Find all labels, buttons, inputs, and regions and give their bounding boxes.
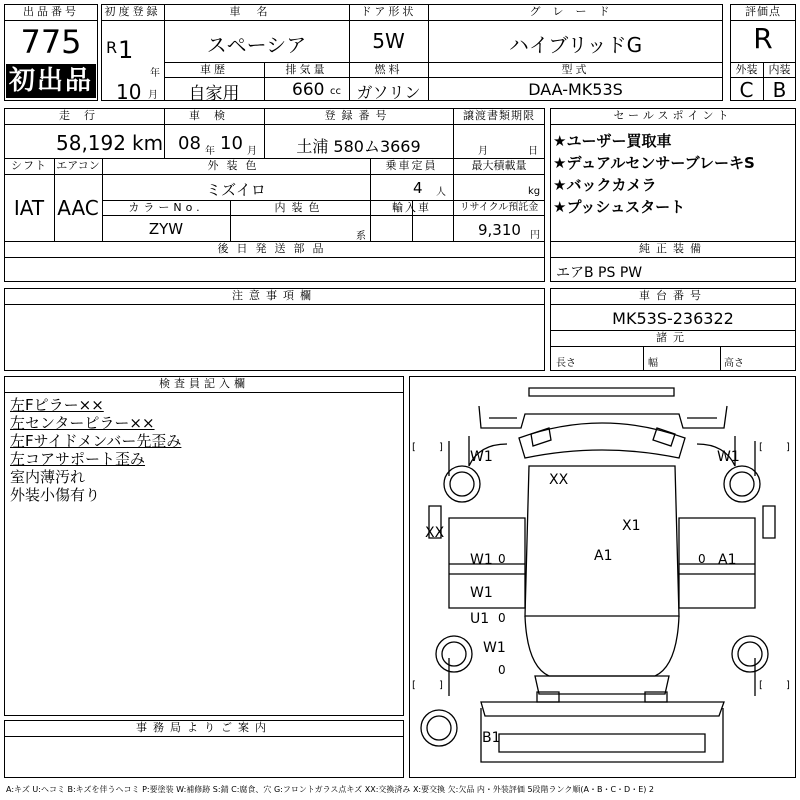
reg-no: 土浦 580ム3669	[296, 137, 421, 156]
sales-point-1: ★ユーザー買取車	[553, 132, 672, 150]
mark-w1-front-right: W1	[717, 449, 740, 465]
shift: IAT	[13, 196, 45, 220]
door-type: 5W	[372, 29, 405, 53]
length-label: 長さ	[556, 358, 576, 369]
color-no: ZYW	[148, 220, 184, 238]
color-no-label: カラーNo.	[128, 201, 204, 214]
mark-a1-right: A1	[718, 552, 737, 568]
ac-label: エアコン	[56, 159, 100, 172]
reg-month: 10	[116, 80, 142, 104]
svg-text:]: ]	[439, 680, 443, 691]
notes-label: 注意事項欄	[232, 289, 317, 302]
mark-xx-left: XX	[425, 525, 445, 541]
inspection-year: 08	[178, 133, 201, 154]
lot-no: 775	[20, 23, 82, 61]
interior-grade: B	[772, 78, 787, 102]
fuel: ガソリン	[356, 83, 421, 102]
model-label: 型式	[561, 63, 590, 76]
interior-label: 内装	[768, 63, 791, 76]
transfer-day-unit: 日	[528, 146, 538, 157]
ext-color-label: 外装色	[207, 159, 265, 172]
svg-text:[: [	[412, 680, 416, 691]
inspector-line-1: 左Fピラー××	[10, 396, 104, 414]
inspector-line-3: 左Fサイドメンバー先歪み	[10, 432, 182, 450]
grade-label: グレード	[529, 5, 622, 18]
displacement-label: 排気量	[285, 63, 328, 76]
displacement-unit: cc	[330, 86, 341, 97]
mark-zero-3: 0	[498, 611, 506, 625]
legend: A:キズ U:ヘコミ B:キズを伴うヘコミ P:要塗装 W:補修跡 S:錆 C:腐食、穴 G:フロントガラス点キズ XX:交換済み X:要交換 欠:欠品 内・外装評価 5段階ランク順(A・B・C・D・E) 2	[6, 785, 655, 794]
max-load-unit: kg	[528, 186, 541, 197]
car-outline-drawing	[409, 376, 796, 778]
svg-text:[: [	[759, 442, 763, 453]
door-label: ドア形状	[360, 5, 417, 18]
svg-text:]: ]	[439, 442, 443, 453]
mark-a1-center: A1	[594, 548, 613, 564]
equipment-label: 純正装備	[639, 242, 707, 255]
int-color-unit: 系	[356, 231, 366, 242]
lot-no-label: 出品番号	[23, 5, 79, 18]
history-label: 車歴	[200, 63, 228, 76]
svg-text:[: [	[412, 442, 416, 453]
svg-text:]: ]	[786, 442, 790, 453]
chassis-label: 車台番号	[639, 289, 707, 302]
era-year: 1	[118, 36, 134, 64]
mark-zero-1: 0	[498, 552, 506, 566]
ac: AAC	[57, 196, 99, 220]
office-label: 事務局よりご案内	[136, 721, 272, 734]
transfer-label: 譲渡書類期限	[463, 109, 535, 122]
car-name: スペーシア	[206, 33, 307, 57]
exterior-grade: C	[739, 78, 754, 102]
sales-point-2: ★デュアルセンサーブレーキS	[553, 154, 755, 172]
reg-no-label: 登録番号	[324, 109, 393, 122]
mark-zero-4: 0	[498, 663, 506, 677]
inspector-line-6: 外装小傷有り	[10, 486, 101, 504]
shift-label: シフト	[11, 159, 47, 172]
mark-zero-2: 0	[698, 552, 706, 566]
inspection-year-unit: 年	[205, 146, 215, 157]
sales-point-3: ★バックカメラ	[553, 176, 657, 194]
recycle-label: リサイクル預託金	[459, 202, 539, 213]
first-reg-label: 初度登録	[104, 5, 161, 18]
inspector-line-5: 室内薄汚れ	[10, 468, 86, 486]
mark-w1-mid-left: W1	[470, 552, 493, 568]
mark-xx-roof: XX	[549, 472, 569, 488]
year-unit: 年	[150, 68, 160, 79]
mark-w1-front-left: W1	[470, 449, 493, 465]
ext-color: ミズイロ	[206, 181, 266, 199]
fuel-label: 燃料	[374, 63, 403, 76]
sales-point-4: ★プッシュスタート	[553, 198, 686, 216]
inspection-label: 車検	[189, 109, 239, 122]
transfer-month-unit: 月	[478, 146, 488, 157]
inspector-line-2: 左センターピラー××	[10, 414, 155, 432]
inspector-line-4: 左コアサポート歪み	[10, 450, 146, 468]
svg-text:[: [	[759, 680, 763, 691]
mark-w1-rear: W1	[483, 640, 506, 656]
recycle: 9,310	[478, 221, 521, 239]
inspection-month: 10	[220, 133, 243, 154]
height-label: 高さ	[724, 358, 744, 369]
width-label: 幅	[648, 358, 658, 369]
exterior-label: 外装	[735, 63, 758, 76]
import-label: 輸入車	[392, 201, 431, 214]
score: R	[753, 22, 773, 55]
capacity-unit: 人	[436, 187, 446, 198]
details-grid	[4, 108, 545, 242]
chassis-number: MK53S-236322	[612, 309, 734, 328]
mileage-unit: km	[132, 131, 164, 155]
mileage-label: 走行	[59, 109, 109, 122]
month-unit: 月	[148, 90, 158, 101]
inspector-label: 検査員記入欄	[159, 377, 249, 390]
equipment-value: エアB PS PW	[556, 265, 643, 281]
capacity: 4	[413, 179, 423, 197]
capacity-label: 乗車定員	[385, 159, 438, 172]
history: 自家用	[188, 84, 240, 104]
sales-points-label: セールスポイント	[613, 109, 733, 122]
grade: ハイブリッドG	[508, 33, 643, 57]
recycle-unit: 円	[530, 230, 540, 241]
mark-u1: U1	[470, 611, 490, 627]
dims-label: 諸元	[656, 331, 690, 344]
displacement: 660	[292, 80, 325, 100]
max-load-label: 最大積載量	[471, 159, 527, 172]
int-color-label: 内装色	[274, 201, 326, 214]
car-name-label: 車名	[229, 5, 284, 18]
model-code: DAA-MK53S	[528, 80, 623, 99]
inspection-month-unit: 月	[247, 146, 257, 157]
later-parts-label: 後日発送部品	[217, 242, 332, 255]
mark-x1: X1	[622, 518, 641, 534]
score-label: 評価点	[745, 5, 781, 18]
mark-w1-lower-left: W1	[470, 585, 493, 601]
era: R	[106, 38, 118, 57]
mark-b1: B1	[482, 730, 501, 746]
first-listing-label: 初出品	[8, 66, 93, 96]
mileage: 58,192	[56, 131, 126, 155]
svg-text:]: ]	[786, 680, 790, 691]
